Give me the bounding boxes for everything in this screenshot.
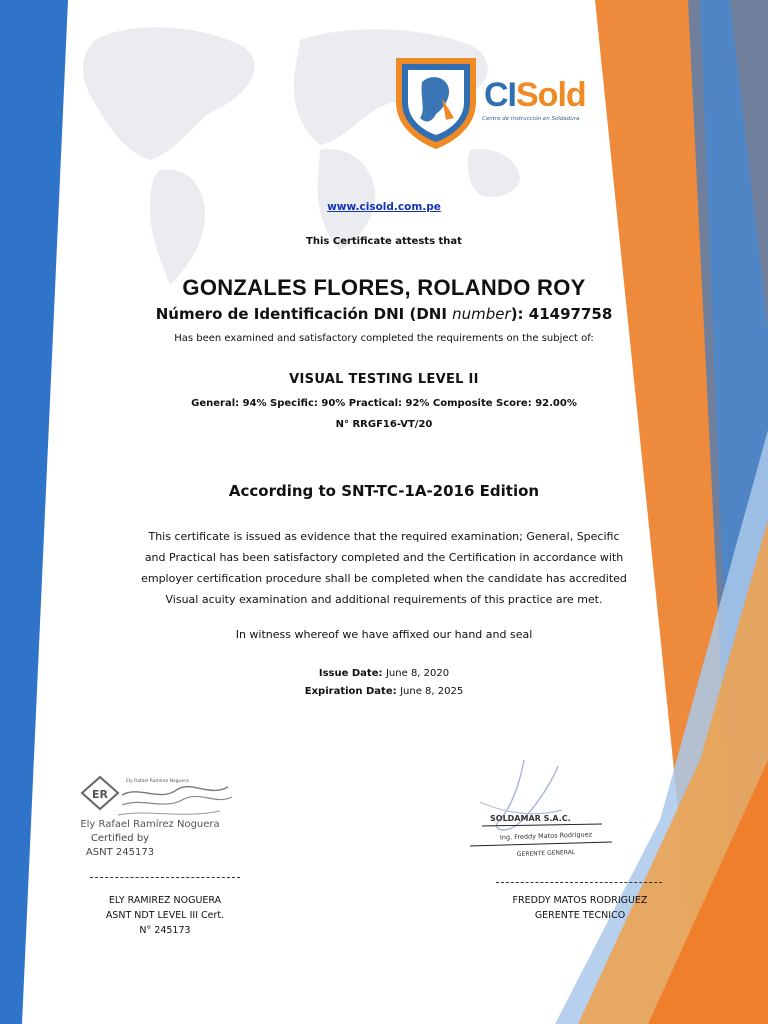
dni-line — [0, 305, 768, 323]
standard-line: According to SNT-TC-1A-2016 Edition — [228, 482, 540, 500]
subject-title: VISUAL TESTING LEVEL II — [289, 372, 479, 387]
certificate-paragraph — [0, 526, 768, 610]
witness-line: In witness whereof we have affixed our hand and seal — [235, 628, 533, 641]
paragraph-line: This certificate is issued as evidence that the required examination; General, Specific — [148, 530, 620, 543]
right-signatory-name: FREDDY MATOS RODRIGUEZ — [512, 895, 648, 906]
left-blue-band — [0, 0, 68, 1024]
left-signatory-cert: ASNT NDT LEVEL III Cert. — [105, 910, 225, 921]
stamp-engineer-role: GERENTE GENERAL — [516, 848, 576, 859]
holder-name: GONZALES FLORES, ROLANDO ROY — [182, 275, 586, 300]
dni-suffix: ): 41497758 — [510, 305, 613, 323]
left-signatory-number: N° 245173 — [139, 925, 191, 936]
paragraph-line: Visual acuity examination and additional requirements of this practice are met. — [165, 593, 603, 606]
paragraph-line: employer certification procedure shall be completed when the candidate has accredited — [141, 572, 627, 585]
dni-prefix: Número de Identificación DNI (DNI — [155, 305, 453, 323]
right-signatory-role: GERENTE TECNICO — [534, 910, 626, 921]
cisold-wordmark — [484, 76, 586, 115]
paragraph-line: and Practical has been satisfactory completed and the Certification in accordance with — [144, 551, 624, 564]
expiration-date-label: Expiration Date: — [304, 686, 397, 697]
logo-ci-text: CI — [484, 76, 516, 114]
stamp-er-logo: ER — [92, 788, 108, 801]
expiration-date — [0, 686, 768, 697]
left-signatory — [75, 893, 255, 938]
logo-sold-text: Sold — [516, 76, 586, 114]
issue-date-value: June 8, 2020 — [385, 668, 450, 679]
attests-line: This Certificate attests that — [306, 236, 462, 247]
left-stamp — [60, 775, 250, 865]
examined-line: Has been examined and satisfactory completed the requirements on the subject of: — [174, 333, 594, 344]
website-link[interactable]: www.cisold.com.pe — [327, 201, 441, 213]
right-signatory — [470, 893, 690, 923]
left-signature-line — [90, 877, 240, 878]
stamp-company: SOLDAMAR S.A.C. — [490, 814, 571, 823]
stamp-engineer-name: Ing. Freddy Matos Rodríguez — [499, 830, 593, 842]
right-stamp — [462, 752, 622, 867]
expiration-date-value: June 8, 2025 — [400, 686, 464, 697]
stamp-seal-name: Ely Rafael Ramírez Noguera — [80, 819, 220, 830]
stamp-asnt-number: ASNT 245173 — [85, 847, 155, 858]
issue-date — [0, 668, 768, 679]
scores-line: General: 94% Specific: 90% Practical: 92% Composite Score: 92.00% — [191, 398, 577, 409]
dni-italic: number — [452, 305, 511, 323]
stamp-certified-by: Certified by — [90, 833, 150, 844]
logo-tagline: Centro de Instrucción en Soldadura — [482, 116, 580, 122]
left-signatory-name: ELY RAMIREZ NOGUERA — [108, 895, 222, 906]
right-signature-line — [496, 882, 662, 883]
reference-number: N° RRGF16-VT/20 — [335, 419, 433, 430]
stamp-small-text: Ely Rafael Ramírez Noguera — [126, 779, 189, 784]
issue-date-label: Issue Date: — [318, 668, 383, 679]
